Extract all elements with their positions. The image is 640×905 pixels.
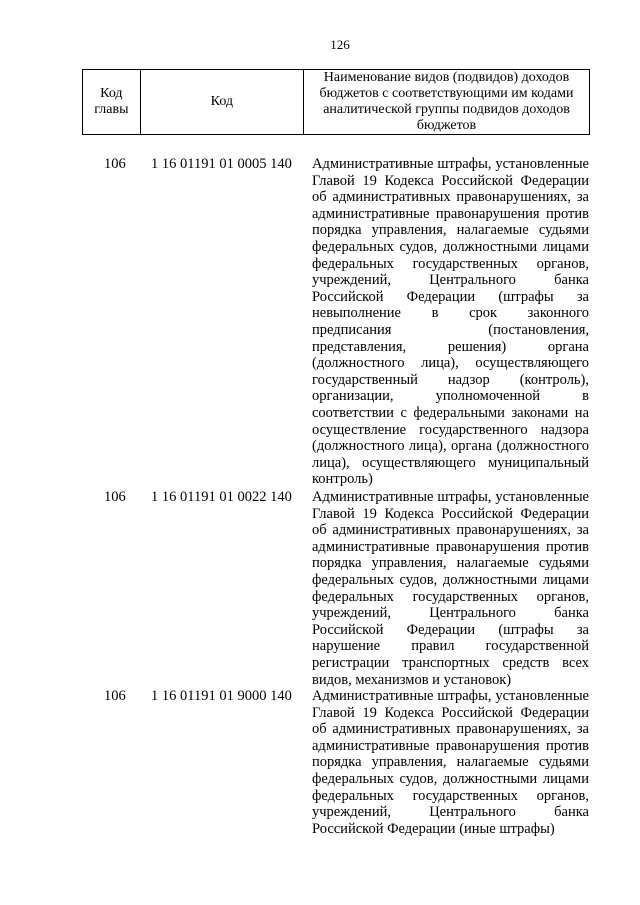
row-name-line: Главой 19 Кодекса Российской Федерации — [312, 172, 589, 189]
row-name-line: невыполнение в срок законного — [312, 305, 589, 322]
row-name — [312, 688, 589, 837]
row-name-line: федеральных государственных органов, — [312, 787, 589, 804]
row-code: 1 16 01191 01 9000 140 — [151, 688, 292, 704]
row-name-line: Российской Федерации (штрафы за — [312, 621, 589, 638]
row-name-line: порядка управления, налагаемые судьями — [312, 754, 589, 771]
row-name-line: административные правонарушения против — [312, 538, 589, 555]
row-name-line: порядка управления, налагаемые судьями — [312, 222, 589, 239]
row-name — [312, 156, 589, 488]
row-code: 1 16 01191 01 0005 140 — [151, 156, 292, 172]
header-chapter-code: Код главы — [83, 70, 141, 135]
row-name-line: лица), осуществляющего муниципальный — [312, 454, 589, 471]
row-chapter-code: 106 — [104, 688, 126, 704]
row-name-line: Главой 19 Кодекса Российской Федерации — [312, 704, 589, 721]
row-name-line: учреждений, Центрального банка — [312, 605, 589, 622]
row-chapter-code: 106 — [104, 156, 126, 172]
row-name-line: государственный надзор (контроль), — [312, 371, 589, 388]
row-name-line: Российской Федерации (иные штрафы) — [312, 820, 555, 837]
table-header — [82, 69, 590, 135]
row-name-line: предписания (постановления, — [312, 321, 589, 338]
row-name-line: федеральных государственных органов, — [312, 255, 589, 272]
header-code: Код — [140, 70, 303, 135]
row-name-line: нарушение правил государственной — [312, 638, 589, 655]
row-code: 1 16 01191 01 0022 140 — [151, 489, 292, 505]
row-name-line: видов, механизмов и установок) — [312, 671, 512, 688]
row-chapter-code: 106 — [104, 489, 126, 505]
row-name-line: регистрации транспортных средств всех — [312, 654, 589, 671]
row-name-line: Административные штрафы, установленные — [312, 156, 589, 172]
row-name-line: федеральных судов, должностными лицами — [312, 770, 589, 787]
header-name: Наименование видов (подвидов) доходов бюджетов с соответствующими им кодами аналитической группы подвидов доходов бюджетов — [304, 70, 590, 135]
row-name-line: соответствии с федеральными законами на — [312, 404, 589, 421]
row-name-line: (должностного лица), осуществляющего — [312, 355, 589, 372]
row-name-line: учреждений, Центрального банка — [312, 272, 589, 289]
row-name-line: федеральных государственных органов, — [312, 588, 589, 605]
row-name-line: Российской Федерации (штрафы за — [312, 288, 589, 305]
row-name-line: представления, решения) органа — [312, 338, 589, 355]
row-name-line: об административных правонарушениях, за — [312, 189, 589, 206]
page-number: 126 — [330, 37, 350, 52]
row-name — [312, 489, 589, 688]
row-name-line: федеральных судов, должностными лицами — [312, 571, 589, 588]
row-name-line: организации, уполномоченной в — [312, 388, 589, 405]
row-name-line: административные правонарушения против — [312, 205, 589, 222]
row-name-line: осуществление государственного надзора — [312, 421, 589, 438]
row-name-line: об административных правонарушениях, за — [312, 522, 589, 539]
row-name-line: административные правонарушения против — [312, 737, 589, 754]
row-name-line: порядка управления, налагаемые судьями — [312, 555, 589, 572]
row-name-line: Административные штрафы, установленные — [312, 489, 589, 505]
row-name-line: федеральных судов, должностными лицами — [312, 238, 589, 255]
row-name-line: учреждений, Центрального банка — [312, 804, 589, 821]
row-name-line: контроль) — [312, 471, 373, 488]
row-name-line: (должностного лица), органа (должностного — [312, 438, 589, 455]
row-name-line: Главой 19 Кодекса Российской Федерации — [312, 505, 589, 522]
row-name-line: Административные штрафы, установленные — [312, 688, 589, 704]
row-name-line: об административных правонарушениях, за — [312, 721, 589, 738]
